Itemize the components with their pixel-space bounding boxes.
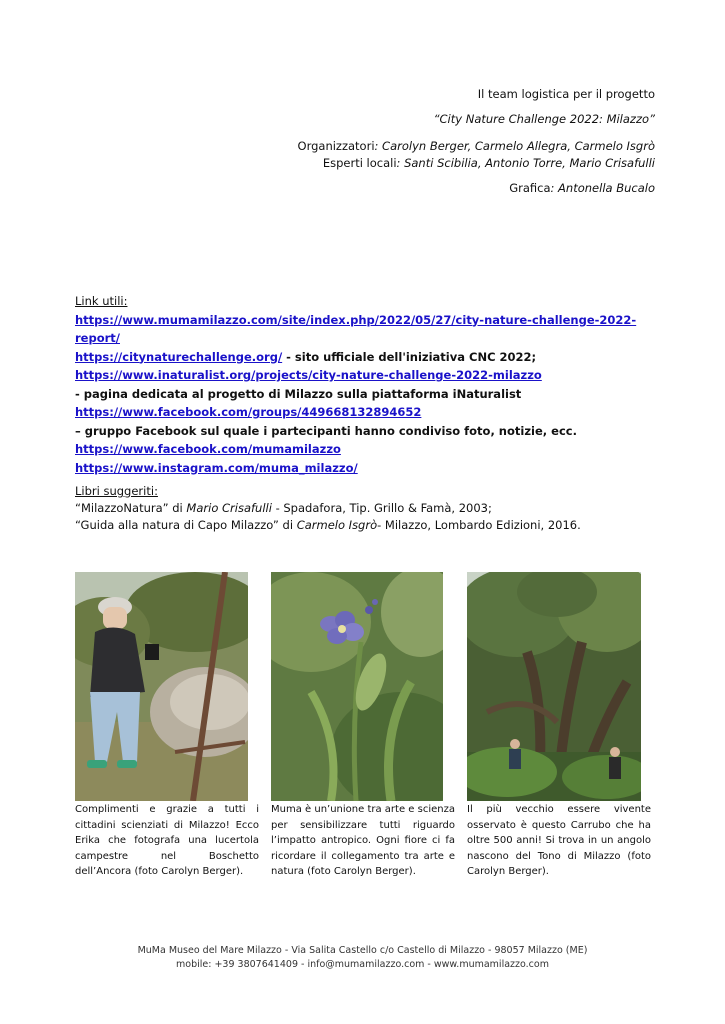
project-title: “City Nature Challenge 2022: Milazzo” [433, 112, 655, 126]
inaturalist-description: - pagina dedicata al progetto di Milazzo sulla piattaforma iNaturalist [75, 386, 522, 401]
experts-line: Esperti locali: Santi Scibilia, Antonio Torre, Mario Crisafulli [322, 156, 655, 170]
cnc-link[interactable]: https://citynaturechallenge.org/ [75, 349, 283, 364]
books-heading: Libri suggeriti: [75, 484, 158, 498]
book-item: “Guida alla natura di Capo Milazzo” di Carmelo Isgrò- Milazzo, Lombardo Edizioni, 2016. [75, 518, 581, 532]
cnc-description: - sito ufficiale dell'iniziativa CNC 2022; [282, 349, 537, 364]
photo-caption: Muma è un’unione tra arte e scienza per sensibilizzare tutti riguardo l’impatto antropico. Ogni fiore ci fa ricordare il collegamento tra arte e natura (foto Carolyn Berger). [271, 804, 455, 877]
report-link[interactable]: https://www.mumamilazzo.com/site/index.php/2022/05/27/city-nature-challenge-2022-report/ [75, 312, 637, 345]
useful-links [75, 292, 665, 477]
book-item: “MilazzoNatura” di Mario Crisafulli - Spadafora, Tip. Grillo & Famà, 2003; [75, 501, 492, 515]
photo-caption: Il più vecchio essere vivente osservato è questo Carrubo che ha oltre 500 anni! Si trova in un angolo nascono del Tono di Milazzo (foto Carolyn Berger). [467, 804, 651, 877]
facebook-group-description: – gruppo Facebook sul quale i partecipanti hanno condiviso foto, notizie, ecc. [75, 423, 577, 438]
graphics-line: Grafica: Antonella Bucalo [509, 181, 655, 195]
links-heading: Link utili: [75, 294, 128, 308]
inaturalist-link[interactable]: https://www.inaturalist.org/projects/city-nature-challenge-2022-milazzo [75, 368, 542, 382]
facebook-group-link[interactable]: https://www.facebook.com/groups/449668132894652 [75, 405, 422, 419]
photo-blue-flower [271, 572, 443, 801]
footer-contacts: mobile: +39 3807641409 - info@mumamilazzo.com - www.mumamilazzo.com [176, 959, 549, 970]
credits-block [235, 86, 655, 197]
footer-address: MuMa Museo del Mare Milazzo - Via Salita Castello c/o Castello di Milazzo - 98057 Milazzo (ME) [137, 945, 588, 956]
instagram-link[interactable]: https://www.instagram.com/muma_milazzo/ [75, 460, 358, 475]
team-line: Il team logistica per il progetto [477, 87, 655, 101]
suggested-books [75, 483, 675, 534]
photo-carob-tree [467, 572, 641, 801]
photo-erika-photographing [75, 572, 248, 801]
footer [0, 944, 725, 972]
organizers-line: Organizzatori: Carolyn Berger, Carmelo Allegra, Carmelo Isgrò [297, 139, 655, 153]
facebook-page-link[interactable]: https://www.facebook.com/mumamilazzo [75, 442, 341, 456]
photo-caption: Complimenti e grazie a tutti i cittadini scienziati di Milazzo! Ecco Erika che fotografa una lucertola campestre nel Boschetto dell’Ancora (foto Carolyn Berger). [75, 804, 259, 877]
